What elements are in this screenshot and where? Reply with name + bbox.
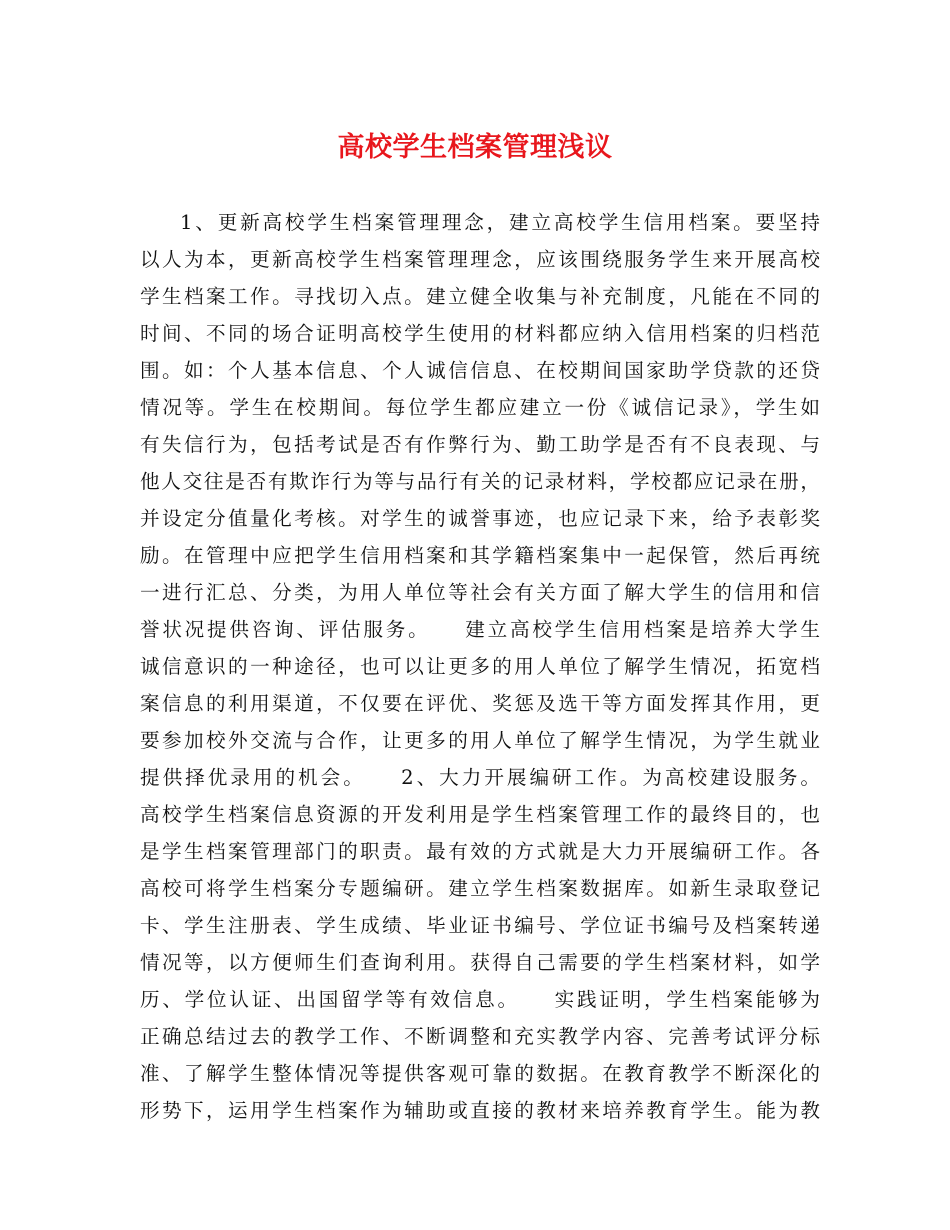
body-line: 他人交往是否有欺诈行为等与品行有关的记录材料，学校都应记录在册，: [140, 470, 820, 493]
body-line: 历、学位认证、出国留学等有效信息。 实践证明，学生档案能够为: [140, 988, 820, 1011]
document-title: 高校学生档案管理浅议: [337, 132, 613, 163]
body-line: 誉状况提供咨询、评估服务。 建立高校学生信用档案是培养大学生: [140, 618, 820, 641]
body-line: 励。在管理中应把学生信用档案和其学籍档案集中一起保管，然后再统: [140, 544, 820, 567]
body-line: 诚信意识的一种途径，也可以让更多的用人单位了解学生情况，拓宽档: [140, 655, 820, 678]
body-line: 以人为本，更新高校学生档案管理理念，应该围绕服务学生来开展高校: [140, 248, 820, 271]
body-line: 1、更新高校学生档案管理理念，建立高校学生信用档案。要坚持: [180, 211, 820, 234]
body-line: 围。如：个人基本信息、个人诚信信息、在校期间国家助学贷款的还贷: [140, 359, 820, 382]
body-line: 学生档案工作。寻找切入点。建立健全收集与补充制度，凡能在不同的: [140, 285, 820, 308]
document-body: [140, 204, 820, 1129]
body-line: 是学生档案管理部门的职责。最有效的方式就是大力开展编研工作。各: [140, 840, 820, 863]
body-line: 一进行汇总、分类，为用人单位等社会有关方面了解大学生的信用和信: [140, 581, 820, 604]
body-line: 提供择优录用的机会。 2、大力开展编研工作。为高校建设服务。: [140, 766, 820, 789]
body-line: 卡、学生注册表、学生成绩、毕业证书编号、学位证书编号及档案转递: [140, 914, 820, 937]
body-line: 情况等，以方便师生们查询利用。获得自己需要的学生档案材料，如学: [140, 951, 820, 974]
body-line: 形势下，运用学生档案作为辅助或直接的教材来培养教育学生。能为教: [140, 1099, 820, 1122]
body-line: 时间、不同的场合证明高校学生使用的材料都应纳入信用档案的归档范: [140, 322, 820, 345]
body-line: 并设定分值量化考核。对学生的诚誉事迹，也应记录下来，给予表彰奖: [140, 507, 820, 530]
body-line: 高校学生档案信息资源的开发利用是学生档案管理工作的最终目的，也: [140, 803, 820, 826]
body-line: 要参加校外交流与合作，让更多的用人单位了解学生情况，为学生就业: [140, 729, 820, 752]
body-line: 正确总结过去的教学工作、不断调整和充实教学内容、完善考试评分标: [140, 1025, 820, 1048]
body-line: 高校可将学生档案分专题编研。建立学生档案数据库。如新生录取登记: [140, 877, 820, 900]
body-line: 案信息的利用渠道，不仅要在评优、奖惩及选干等方面发挥其作用，更: [140, 692, 820, 715]
body-line: 情况等。学生在校期间。每位学生都应建立一份《诚信记录》，学生如: [140, 396, 820, 419]
body-line: 准、了解学生整体情况等提供客观可靠的数据。在教育教学不断深化的: [140, 1062, 820, 1085]
body-line: 有失信行为，包括考试是否有作弊行为、勤工助学是否有不良表现、与: [140, 433, 820, 456]
